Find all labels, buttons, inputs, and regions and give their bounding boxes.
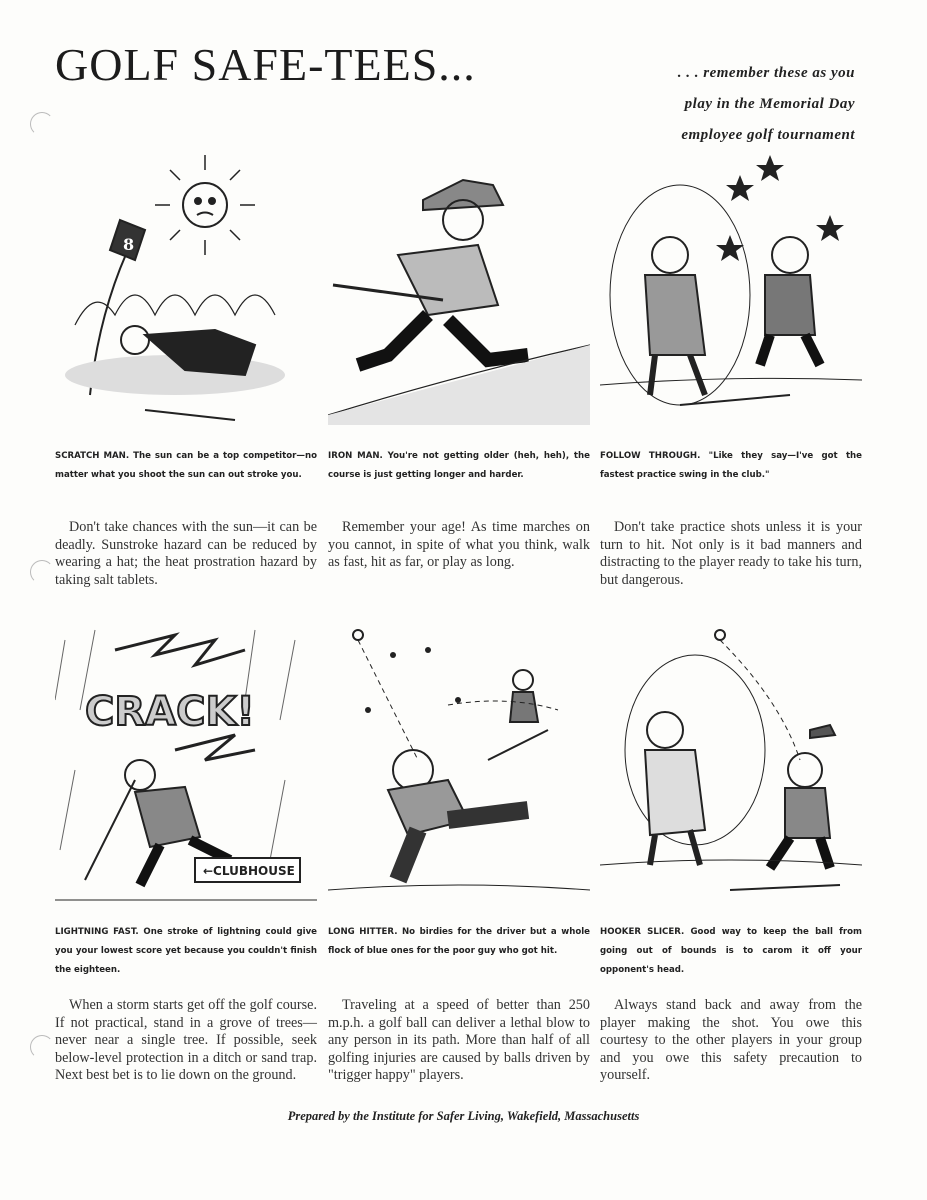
body-text: Always stand back and away from the player making the shot. You owe this courtesy to the other players in your group and you owe this safety precaution to yourself. xyxy=(600,997,862,1083)
punch-hole xyxy=(30,112,54,136)
body-text: Remember your age! As time marches on you cannot, in spite of what you think, walk as fast, hit as far, or play as long. xyxy=(328,519,590,570)
caption: SCRATCH MAN. The sun can be a top competitor—no matter what you shoot the sun can out stroke you. xyxy=(55,451,317,480)
page-title: GOLF SAFE-TEES... xyxy=(55,39,476,90)
body-text: Don't take practice shots unless it is your turn to hit. Not only is it bad manners and distracting to the player ready to take his turn, but dangerous. xyxy=(600,519,862,588)
flag-number: 8 xyxy=(123,235,135,254)
cartoon-scratch-man xyxy=(55,145,317,425)
caption: LONG HITTER. No birdies for the driver but a whole flock of blue ones for the poor guy who got hit. xyxy=(328,927,590,956)
punch-hole xyxy=(30,1035,54,1059)
cartoon-long-hitter xyxy=(328,620,590,910)
subtitle-line: . . . remember these as you xyxy=(677,65,855,81)
cartoon-follow-through xyxy=(600,145,862,425)
cartoon-hooker-slicer xyxy=(600,620,862,910)
cartoon-iron-man xyxy=(328,145,590,425)
cartoon-lightning-fast xyxy=(55,620,317,910)
body-text: When a storm starts get off the golf course. If not practical, stand in a grove of trees—never near a single tree. If possible, seek below-level protection in a ditch or sand trap. Next best bet is to lie down on the ground. xyxy=(55,997,317,1083)
caption: FOLLOW THROUGH. "Like they say—I've got the fastest practice swing in the club." xyxy=(600,451,862,480)
subtitle-line: play in the Memorial Day xyxy=(684,96,855,112)
subtitle xyxy=(678,58,855,151)
crack-sound: CRACK! xyxy=(85,689,255,735)
caption: HOOKER SLICER. Good way to keep the ball from going out of bounds is to carom it off your opponent's head. xyxy=(600,927,862,975)
clubhouse-sign: ←CLUBHOUSE xyxy=(203,864,295,878)
body-text: Don't take chances with the sun—it can be deadly. Sunstroke hazard can be reduced by wearing a hat; the heat prostration hazard by taking salt tablets. xyxy=(55,519,317,588)
punch-hole xyxy=(30,560,54,584)
subtitle-line: employee golf tournament xyxy=(681,127,855,143)
caption: IRON MAN. You're not getting older (heh, heh), the course is just getting longer and harder. xyxy=(328,451,590,480)
footer-credit: Prepared by the Institute for Safer Living, Wakefield, Massachusetts xyxy=(287,1109,640,1123)
caption: LIGHTNING FAST. One stroke of lightning could give you your lowest score yet because you couldn't finish the eighteen. xyxy=(55,927,317,975)
body-text: Traveling at a speed of better than 250 m.p.h. a golf ball can deliver a lethal blow to any person in its path. More than half of all golfing injuries are caused by balls driven by "trigger happy" players. xyxy=(328,997,590,1083)
